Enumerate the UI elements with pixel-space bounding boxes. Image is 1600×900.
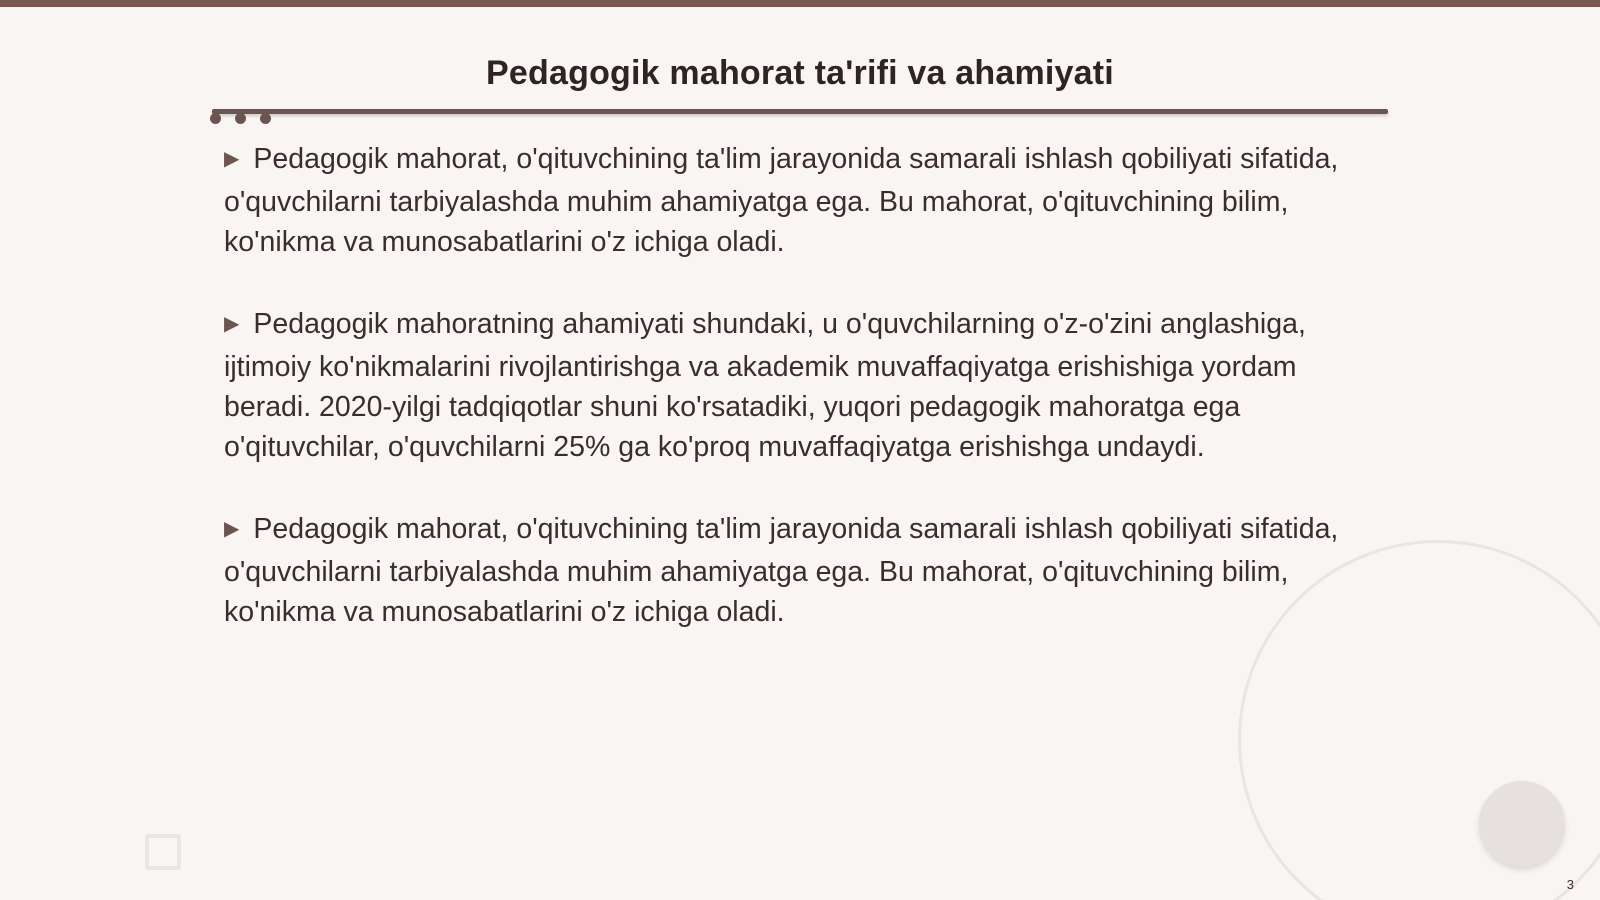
bullet-item (224, 139, 1374, 262)
page-number: 3 (1566, 877, 1574, 892)
decorative-dot (210, 113, 221, 124)
decorative-square (145, 834, 181, 870)
top-accent-bar (0, 0, 1600, 7)
triangle-bullet-icon: ▶ (224, 148, 240, 170)
bullet-text: Pedagogik mahorat, o'qituvchining ta'lim jarayonida samarali ishlash qobiliyati sifatida, o'quvchilarni tarbiyalashda muhim ahamiyatga ega. Bu mahorat, o'qituvchining bilim, ko'nikma va munosabatlarini o'z ichiga oladi. (224, 143, 1339, 258)
triangle-bullet-icon: ▶ (224, 518, 240, 540)
bullet-list (224, 139, 1374, 674)
triangle-bullet-icon: ▶ (224, 313, 240, 335)
bullet-text: Pedagogik mahorat, o'qituvchining ta'lim jarayonida samarali ishlash qobiliyati sifatida, o'quvchilarni tarbiyalashda muhim ahamiyatga ega. Bu mahorat, o'qituvchining bilim, ko'nikma va munosabatlarini o'z ichiga oladi. (224, 513, 1339, 628)
bullet-item (224, 304, 1374, 467)
title-underline (212, 109, 1388, 114)
decorative-dot (260, 113, 271, 124)
decorative-dot (235, 113, 246, 124)
slide-title: Pedagogik mahorat ta'rifi va ahamiyati (486, 54, 1114, 92)
decorative-circle (1479, 781, 1565, 867)
bullet-text: Pedagogik mahoratning ahamiyati shundaki, u o'quvchilarning o'z-o'zini anglashiga, ijtimoiy ko'nikmalarini rivojlantirishga va akademik muvaffaqiyatga erishishiga yordam beradi. 2020-yilgi tadqiqotlar shuni ko'rsatadiki, yuqori pedagogik mahoratga ega o'qituvchilar, o'quvchilarni 25% ga ko'proq muvaffaqiyatga erishishga undaydi. (224, 308, 1306, 463)
bullet-item (224, 509, 1374, 632)
